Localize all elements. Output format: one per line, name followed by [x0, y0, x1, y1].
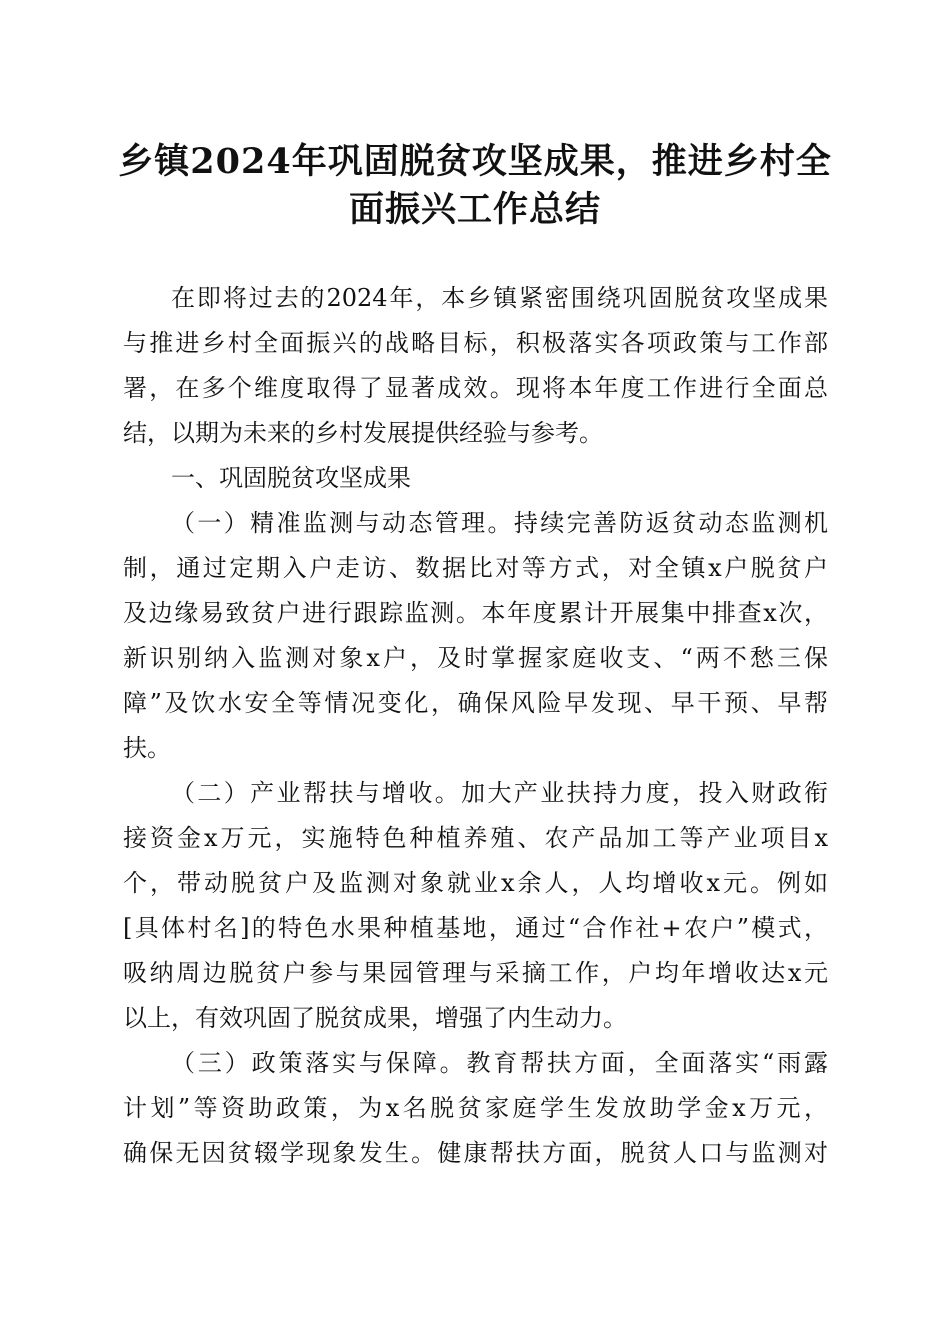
para-2-line-3: 个，带动脱贫户及监测对象就业x余人，人均增收x元。例如: [123, 869, 828, 897]
para-1-line-1: （一）精准监测与动态管理。持续完善防返贫动态监测机: [171, 509, 828, 537]
para-3-line-3: 确保无因贫辍学现象发生。健康帮扶方面，脱贫人口与监测对: [123, 1139, 828, 1167]
para-1-line-4: 新识别纳入监测对象x户，及时掌握家庭收支、“两不愁三保: [123, 644, 828, 672]
document-title-line-1: 乡镇2024年巩固脱贫攻坚成果，推进乡村全: [118, 141, 832, 182]
section-1-heading: 一、巩固脱贫攻坚成果: [171, 464, 411, 492]
para-2-line-6: 以上，有效巩固了脱贫成果，增强了内生动力。: [123, 1004, 627, 1032]
para-1-line-2: 制，通过定期入户走访、数据比对等方式，对全镇x户脱贫户: [123, 554, 828, 582]
document-title-line-2: 面振兴工作总结: [348, 189, 601, 230]
intro-line-2: 与推进乡村全面振兴的战略目标，积极落实各项政策与工作部: [123, 329, 828, 357]
para-1-line-6: 扶。: [123, 734, 171, 762]
para-2-line-5: 吸纳周边脱贫户参与果园管理与采摘工作，户均年增收达x元: [123, 959, 828, 987]
para-2-line-4: [具体村名]的特色水果种植基地，通过“合作社+农户”模式，: [123, 914, 828, 942]
para-3-line-1: （三）政策落实与保障。教育帮扶方面，全面落实“雨露: [171, 1049, 828, 1077]
intro-line-1: 在即将过去的2024年，本乡镇紧密围绕巩固脱贫攻坚成果: [171, 284, 828, 312]
para-1-line-3: 及边缘易致贫户进行跟踪监测。本年度累计开展集中排查x次，: [123, 599, 828, 627]
para-1-line-5: 障”及饮水安全等情况变化，确保风险早发现、早干预、早帮: [123, 689, 828, 717]
intro-line-4: 结，以期为未来的乡村发展提供经验与参考。: [123, 419, 603, 447]
intro-line-3: 署，在多个维度取得了显著成效。现将本年度工作进行全面总: [123, 374, 828, 402]
para-2-line-2: 接资金x万元，实施特色种植养殖、农产品加工等产业项目x: [123, 824, 828, 852]
para-3-line-2: 计划”等资助政策，为x名脱贫家庭学生发放助学金x万元，: [123, 1094, 828, 1122]
para-2-line-1: （二）产业帮扶与增收。加大产业扶持力度，投入财政衔: [171, 779, 828, 807]
